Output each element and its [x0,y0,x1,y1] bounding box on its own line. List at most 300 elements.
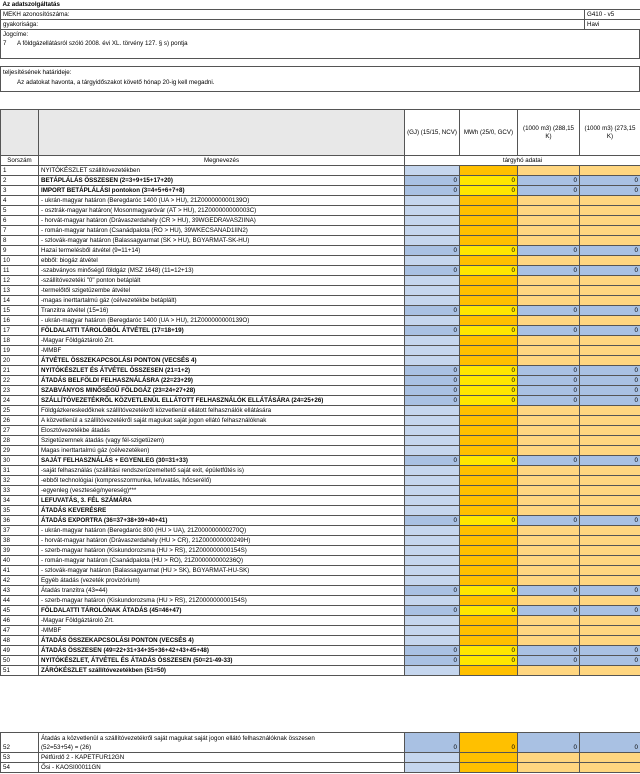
table-row [1,466,640,476]
cell-m3-288[interactable]: 0 [518,246,580,256]
cell-m3-273[interactable] [580,626,640,636]
cell-m3-288[interactable]: 0 [518,326,580,336]
cell-mwh[interactable] [460,496,518,506]
cell-m3-273[interactable] [580,226,640,236]
cell-m3-288[interactable] [518,286,580,296]
cell-m3-273[interactable]: 0 [580,366,640,376]
cell-mwh[interactable] [460,406,518,416]
cell-m3-288[interactable] [518,596,580,606]
row-number: 45 [1,606,39,616]
cell-m3-288[interactable] [518,206,580,216]
cell-gj[interactable]: 0 [405,646,460,656]
cell-mwh[interactable]: 0 [460,516,518,526]
cell-m3-288[interactable] [518,316,580,326]
row-label: - román-magyar határon (Csanádpalota (HU > RO), 21Z000000000236Q) [39,556,405,566]
row-number: 14 [1,296,39,306]
deadline-box [0,66,640,92]
cell-gj[interactable] [405,356,460,366]
row-number: 44 [1,596,39,606]
cell-gj[interactable] [405,166,460,176]
cell-m3-288[interactable] [518,216,580,226]
table-row [1,486,640,496]
cell-gj[interactable] [405,206,460,216]
cell-gj[interactable] [405,506,460,516]
deadline-text: Az adatokat havonta, a tárgyidőszakot követő hónap 20-ig kell megadni. [17,79,215,86]
row-54-cell-gj[interactable] [405,763,460,773]
cell-gj[interactable]: 0 [405,516,460,526]
row-label: Szigetüzemnek átadás (vagy fél-szigetüzem) [39,436,405,446]
cell-m3-273[interactable] [580,336,640,346]
cell-m3-273[interactable] [580,166,640,176]
cell-gj[interactable] [405,336,460,346]
table-row [1,396,640,406]
cell-gj[interactable] [405,416,460,426]
row-52-cell-m3-273[interactable]: 0 [580,733,640,753]
row-number: 23 [1,386,39,396]
cell-gj[interactable] [405,196,460,206]
cell-mwh[interactable]: 0 [460,366,518,376]
row-number: 10 [1,256,39,266]
table-row [1,656,640,666]
table-row [1,496,640,506]
cell-m3-288[interactable]: 0 [518,646,580,656]
cell-mwh[interactable] [460,356,518,366]
cell-m3-273[interactable] [580,236,640,246]
cell-mwh[interactable] [460,626,518,636]
cell-mwh[interactable]: 0 [460,376,518,386]
cell-gj[interactable]: 0 [405,386,460,396]
row-label: -Magyar Földgáztároló Zrt. [39,336,405,346]
cell-m3-273[interactable] [580,406,640,416]
cell-m3-288[interactable] [518,546,580,556]
cell-gj[interactable] [405,426,460,436]
cell-gj[interactable]: 0 [405,186,460,196]
cell-gj[interactable] [405,556,460,566]
cell-m3-273[interactable] [580,416,640,426]
cell-m3-273[interactable] [580,536,640,546]
cell-mwh[interactable] [460,486,518,496]
cell-gj[interactable] [405,316,460,326]
cell-m3-273[interactable] [580,356,640,366]
table-row [1,276,640,286]
row-number: 1 [1,166,39,176]
cell-mwh[interactable] [460,576,518,586]
cell-mwh[interactable]: 0 [460,326,518,336]
cell-mwh[interactable] [460,536,518,546]
table-row [1,646,640,656]
row-label: ÁTADÁS ÖSSZESEN (49=22+31+34+35+36+42+43+45+48) [39,646,405,656]
cell-m3-273[interactable] [580,276,640,286]
cell-m3-273[interactable] [580,256,640,266]
table-row [1,436,640,446]
cell-m3-273[interactable] [580,446,640,456]
cell-m3-288[interactable] [518,346,580,356]
cell-gj[interactable] [405,486,460,496]
cell-m3-288[interactable]: 0 [518,176,580,186]
cell-m3-288[interactable]: 0 [518,266,580,276]
row-label: ÁTADÁS BELFÖLDI FELHASZNÁLÁSRA (22=23+29) [39,376,405,386]
cell-m3-288[interactable] [518,426,580,436]
cell-gj[interactable] [405,466,460,476]
cell-m3-273[interactable]: 0 [580,646,640,656]
cell-m3-273[interactable] [580,426,640,436]
row-label: -egyenleg (veszteség/nyereség)*** [39,486,405,496]
table-row [1,536,640,546]
cell-gj[interactable] [405,216,460,226]
cell-gj[interactable]: 0 [405,266,460,276]
col-header-m3-288: (1000 m3) (288,15 K) [518,110,580,156]
cell-m3-273[interactable] [580,666,640,676]
table-row [1,406,640,416]
row-number: 48 [1,636,39,646]
cell-mwh[interactable] [460,416,518,426]
cell-m3-288[interactable] [518,616,580,626]
row-label: - horvát-magyar határon (Drávaszerdahely (HU > CR), 21Z000000000249H) [39,536,405,546]
table-row [1,386,640,396]
cell-mwh[interactable]: 0 [460,606,518,616]
cell-mwh[interactable]: 0 [460,266,518,276]
cell-mwh[interactable] [460,526,518,536]
row-54-cell-m3-288[interactable] [518,763,580,773]
cell-m3-288[interactable] [518,506,580,516]
frequency-value: Havi [585,20,640,30]
legal-basis-number: 7 [3,40,7,47]
row-number: 30 [1,456,39,466]
row-label: ÁTVÉTEL ÖSSZEKAPCSOLÁSI PONTON (VECSÉS 4) [39,356,405,366]
cell-gj[interactable] [405,436,460,446]
cell-gj[interactable] [405,496,460,506]
cell-m3-288[interactable] [518,626,580,636]
cell-gj[interactable] [405,626,460,636]
cell-m3-288[interactable] [518,256,580,266]
cell-mwh[interactable] [460,426,518,436]
cell-gj[interactable] [405,566,460,576]
cell-m3-288[interactable]: 0 [518,656,580,666]
cell-gj[interactable] [405,536,460,546]
row-number: 46 [1,616,39,626]
cell-m3-273[interactable] [580,466,640,476]
cell-mwh[interactable] [460,616,518,626]
row-number: 26 [1,416,39,426]
cell-mwh[interactable] [460,226,518,236]
table-row [1,176,640,186]
targyho-header: tárgyhó adatai [405,156,640,166]
deadline-label: teljesítésének határideje: [3,69,72,76]
cell-gj[interactable]: 0 [405,396,460,406]
row-52-cell-gj[interactable]: 0 [405,733,460,753]
cell-m3-273[interactable] [580,546,640,556]
cell-m3-288[interactable]: 0 [518,516,580,526]
row-number: 27 [1,426,39,436]
cell-m3-288[interactable] [518,526,580,536]
cell-gj[interactable] [405,576,460,586]
row-number: 19 [1,346,39,356]
cell-mwh[interactable] [460,446,518,456]
cell-gj[interactable] [405,446,460,456]
cell-m3-273[interactable] [580,346,640,356]
row-52-cell-m3-288[interactable]: 0 [518,733,580,753]
cell-gj[interactable] [405,276,460,286]
cell-m3-273[interactable]: 0 [580,306,640,316]
cell-m3-273[interactable] [580,496,640,506]
cell-gj[interactable] [405,296,460,306]
cell-m3-273[interactable] [580,296,640,306]
cell-m3-288[interactable] [518,466,580,476]
row-label: Egyéb átadás (vezeték provizórium) [39,576,405,586]
row-52-label-line1: Átadás a közvetlenül a szállítóvezetékről saját magukat saját jogon ellátó felhasználóknak összesen [41,734,315,742]
row-number: 33 [1,486,39,496]
cell-m3-288[interactable]: 0 [518,456,580,466]
cell-mwh[interactable] [460,196,518,206]
row-number: 11 [1,266,39,276]
cell-m3-273[interactable] [580,566,640,576]
cell-m3-288[interactable]: 0 [518,586,580,596]
cell-gj[interactable] [405,546,460,556]
header-blank-1 [1,110,39,156]
cell-mwh[interactable] [460,256,518,266]
table-row [1,236,640,246]
row-53-cell-m3-273[interactable] [580,753,640,763]
cell-m3-273[interactable] [580,616,640,626]
row-number: 50 [1,656,39,666]
cell-mwh[interactable] [460,436,518,446]
cell-m3-273[interactable]: 0 [580,516,640,526]
row-label: FÖLDALATTI TÁROLÓNAK ÁTADÁS (45=46+47) [39,606,405,616]
row-number: 8 [1,236,39,246]
cell-m3-288[interactable]: 0 [518,366,580,376]
cell-gj[interactable] [405,476,460,486]
cell-gj[interactable] [405,406,460,416]
cell-m3-273[interactable] [580,506,640,516]
cell-gj[interactable]: 0 [405,456,460,466]
row-53-number: 53 [1,753,39,763]
row-54-number: 54 [1,763,39,773]
cell-m3-288[interactable] [518,276,580,286]
row-53-cell-m3-288[interactable] [518,753,580,763]
cell-mwh[interactable] [460,166,518,176]
row-label: Tranzitra átvétel (15=16) [39,306,405,316]
cell-gj[interactable] [405,236,460,246]
cell-gj[interactable] [405,596,460,606]
cell-m3-288[interactable]: 0 [518,386,580,396]
cell-m3-273[interactable] [580,526,640,536]
cell-m3-273[interactable] [580,476,640,486]
cell-m3-288[interactable] [518,336,580,346]
cell-m3-273[interactable]: 0 [580,246,640,256]
row-number: 35 [1,506,39,516]
cell-mwh[interactable]: 0 [460,656,518,666]
cell-mwh[interactable]: 0 [460,306,518,316]
row-number: 42 [1,576,39,586]
cell-mwh[interactable] [460,566,518,576]
cell-m3-288[interactable] [518,666,580,676]
cell-gj[interactable]: 0 [405,606,460,616]
cell-m3-273[interactable]: 0 [580,186,640,196]
cell-gj[interactable] [405,666,460,676]
cell-m3-288[interactable] [518,486,580,496]
cell-m3-273[interactable] [580,636,640,646]
cell-m3-273[interactable]: 0 [580,656,640,666]
cell-mwh[interactable]: 0 [460,586,518,596]
cell-mwh[interactable] [460,336,518,346]
cell-m3-288[interactable] [518,236,580,246]
cell-m3-288[interactable] [518,536,580,546]
cell-m3-288[interactable] [518,166,580,176]
cell-gj[interactable] [405,616,460,626]
cell-gj[interactable]: 0 [405,246,460,256]
cell-mwh[interactable] [460,596,518,606]
cell-m3-288[interactable] [518,406,580,416]
table-row [1,636,640,646]
cell-m3-273[interactable] [580,436,640,446]
cell-m3-273[interactable]: 0 [580,456,640,466]
row-54-cell-m3-273[interactable] [580,763,640,773]
cell-m3-273[interactable] [580,486,640,496]
row-number: 32 [1,476,39,486]
row-number: 17 [1,326,39,336]
table-row [1,416,640,426]
cell-m3-273[interactable]: 0 [580,266,640,276]
cell-m3-288[interactable] [518,416,580,426]
cell-m3-288[interactable] [518,556,580,566]
cell-m3-288[interactable] [518,436,580,446]
row-label: - ukrán-magyar határon (Beregdaróc 1400 (UA > HU), 21Z000000000139O) [39,316,405,326]
cell-m3-288[interactable] [518,496,580,506]
cell-m3-273[interactable] [580,196,640,206]
cell-m3-288[interactable] [518,446,580,456]
cell-mwh[interactable]: 0 [460,176,518,186]
cell-gj[interactable]: 0 [405,376,460,386]
cell-gj[interactable]: 0 [405,326,460,336]
cell-m3-273[interactable]: 0 [580,586,640,596]
cell-m3-273[interactable] [580,556,640,566]
row-number: 2 [1,176,39,186]
cell-m3-288[interactable] [518,226,580,236]
cell-m3-288[interactable]: 0 [518,186,580,196]
row-54-cell-mwh[interactable] [460,763,518,773]
megnevezes-header: Megnevezés [39,156,405,166]
cell-mwh[interactable] [460,506,518,516]
cell-mwh[interactable] [460,216,518,226]
cell-m3-288[interactable]: 0 [518,396,580,406]
cell-mwh[interactable]: 0 [460,396,518,406]
row-label: SAJÁT FELHASZNÁLÁS + EGYENLEG (30=31+33) [39,456,405,466]
cell-m3-273[interactable]: 0 [580,386,640,396]
cell-mwh[interactable] [460,296,518,306]
cell-mwh[interactable] [460,546,518,556]
cell-mwh[interactable] [460,286,518,296]
col-header-gj: (GJ) (15/15, NCV) [405,110,460,156]
cell-m3-273[interactable]: 0 [580,176,640,186]
cell-mwh[interactable]: 0 [460,386,518,396]
cell-m3-288[interactable] [518,296,580,306]
cell-m3-273[interactable]: 0 [580,326,640,336]
cell-m3-273[interactable]: 0 [580,376,640,386]
mekh-label: MEKH azonosítószáma: [1,10,585,20]
cell-mwh[interactable] [460,276,518,286]
row-label: ÁTADÁS EXPORTRA (36=37+38+39+40+41) [39,516,405,526]
cell-m3-288[interactable]: 0 [518,606,580,616]
cell-m3-288[interactable] [518,566,580,576]
cell-gj[interactable] [405,636,460,646]
cell-mwh[interactable] [460,316,518,326]
cell-mwh[interactable]: 0 [460,646,518,656]
cell-m3-273[interactable] [580,216,640,226]
row-label: - szlovák-magyar határon (Balassagyarmat (HU > SK), BGYARMAT-HU-SK) [39,566,405,576]
cell-mwh[interactable]: 0 [460,186,518,196]
cell-m3-273[interactable] [580,286,640,296]
row-label: -MMBF [39,626,405,636]
table-row [1,616,640,626]
row-number: 24 [1,396,39,406]
row-number: 18 [1,336,39,346]
cell-m3-273[interactable] [580,576,640,586]
cell-mwh[interactable]: 0 [460,456,518,466]
cell-gj[interactable] [405,226,460,236]
cell-gj[interactable] [405,286,460,296]
cell-mwh[interactable] [460,636,518,646]
cell-m3-273[interactable] [580,316,640,326]
row-number: 4 [1,196,39,206]
cell-m3-288[interactable] [518,196,580,206]
row-label: -szállítóvezetéki "0" ponton betáplált [39,276,405,286]
cell-m3-273[interactable] [580,596,640,606]
cell-m3-288[interactable] [518,576,580,586]
table-row [1,256,640,266]
cell-mwh[interactable] [460,476,518,486]
table-row [1,516,640,526]
cell-mwh[interactable] [460,206,518,216]
cell-m3-288[interactable] [518,636,580,646]
row-label: - osztrák-magyar határon( Mosonmagyaróvár (AT > HU), 21Z000000000003C) [39,206,405,216]
cell-gj[interactable] [405,346,460,356]
cell-gj[interactable]: 0 [405,176,460,186]
row-label: A közvetlenül a szállítóvezetékről saját magukat saját jogon ellátó felhasználóknak [39,416,405,426]
cell-gj[interactable] [405,526,460,536]
cell-gj[interactable] [405,256,460,266]
cell-m3-288[interactable]: 0 [518,306,580,316]
cell-mwh[interactable] [460,466,518,476]
cell-mwh[interactable] [460,556,518,566]
cell-m3-273[interactable]: 0 [580,606,640,616]
cell-gj[interactable]: 0 [405,586,460,596]
cell-mwh[interactable] [460,236,518,246]
table-row [1,326,640,336]
row-52-cell-mwh[interactable]: 0 [460,733,518,753]
row-53-cell-gj[interactable] [405,753,460,763]
row-52-label [39,733,405,753]
cell-mwh[interactable] [460,346,518,356]
cell-m3-288[interactable]: 0 [518,376,580,386]
row-label: NYITÓKÉSZLET szállítóvezetékben [39,166,405,176]
cell-gj[interactable]: 0 [405,306,460,316]
cell-gj[interactable]: 0 [405,366,460,376]
row-label: -ebből technológiai (kompresszormunka, lefuvatás, hőcserélő) [39,476,405,486]
cell-mwh[interactable]: 0 [460,246,518,256]
row-number: 25 [1,406,39,416]
cell-m3-273[interactable]: 0 [580,396,640,406]
table-row [1,456,640,466]
cell-m3-288[interactable] [518,476,580,486]
table-row [1,576,640,586]
row-number: 9 [1,246,39,256]
cell-mwh[interactable] [460,666,518,676]
cell-m3-273[interactable] [580,206,640,216]
row-label: - horvát-magyar határon (Drávaszerdahely (CR > HU), 39WGEDRAVASZIINA) [39,216,405,226]
cell-m3-288[interactable] [518,356,580,366]
row-53-cell-mwh[interactable] [460,753,518,763]
cell-gj[interactable]: 0 [405,656,460,666]
